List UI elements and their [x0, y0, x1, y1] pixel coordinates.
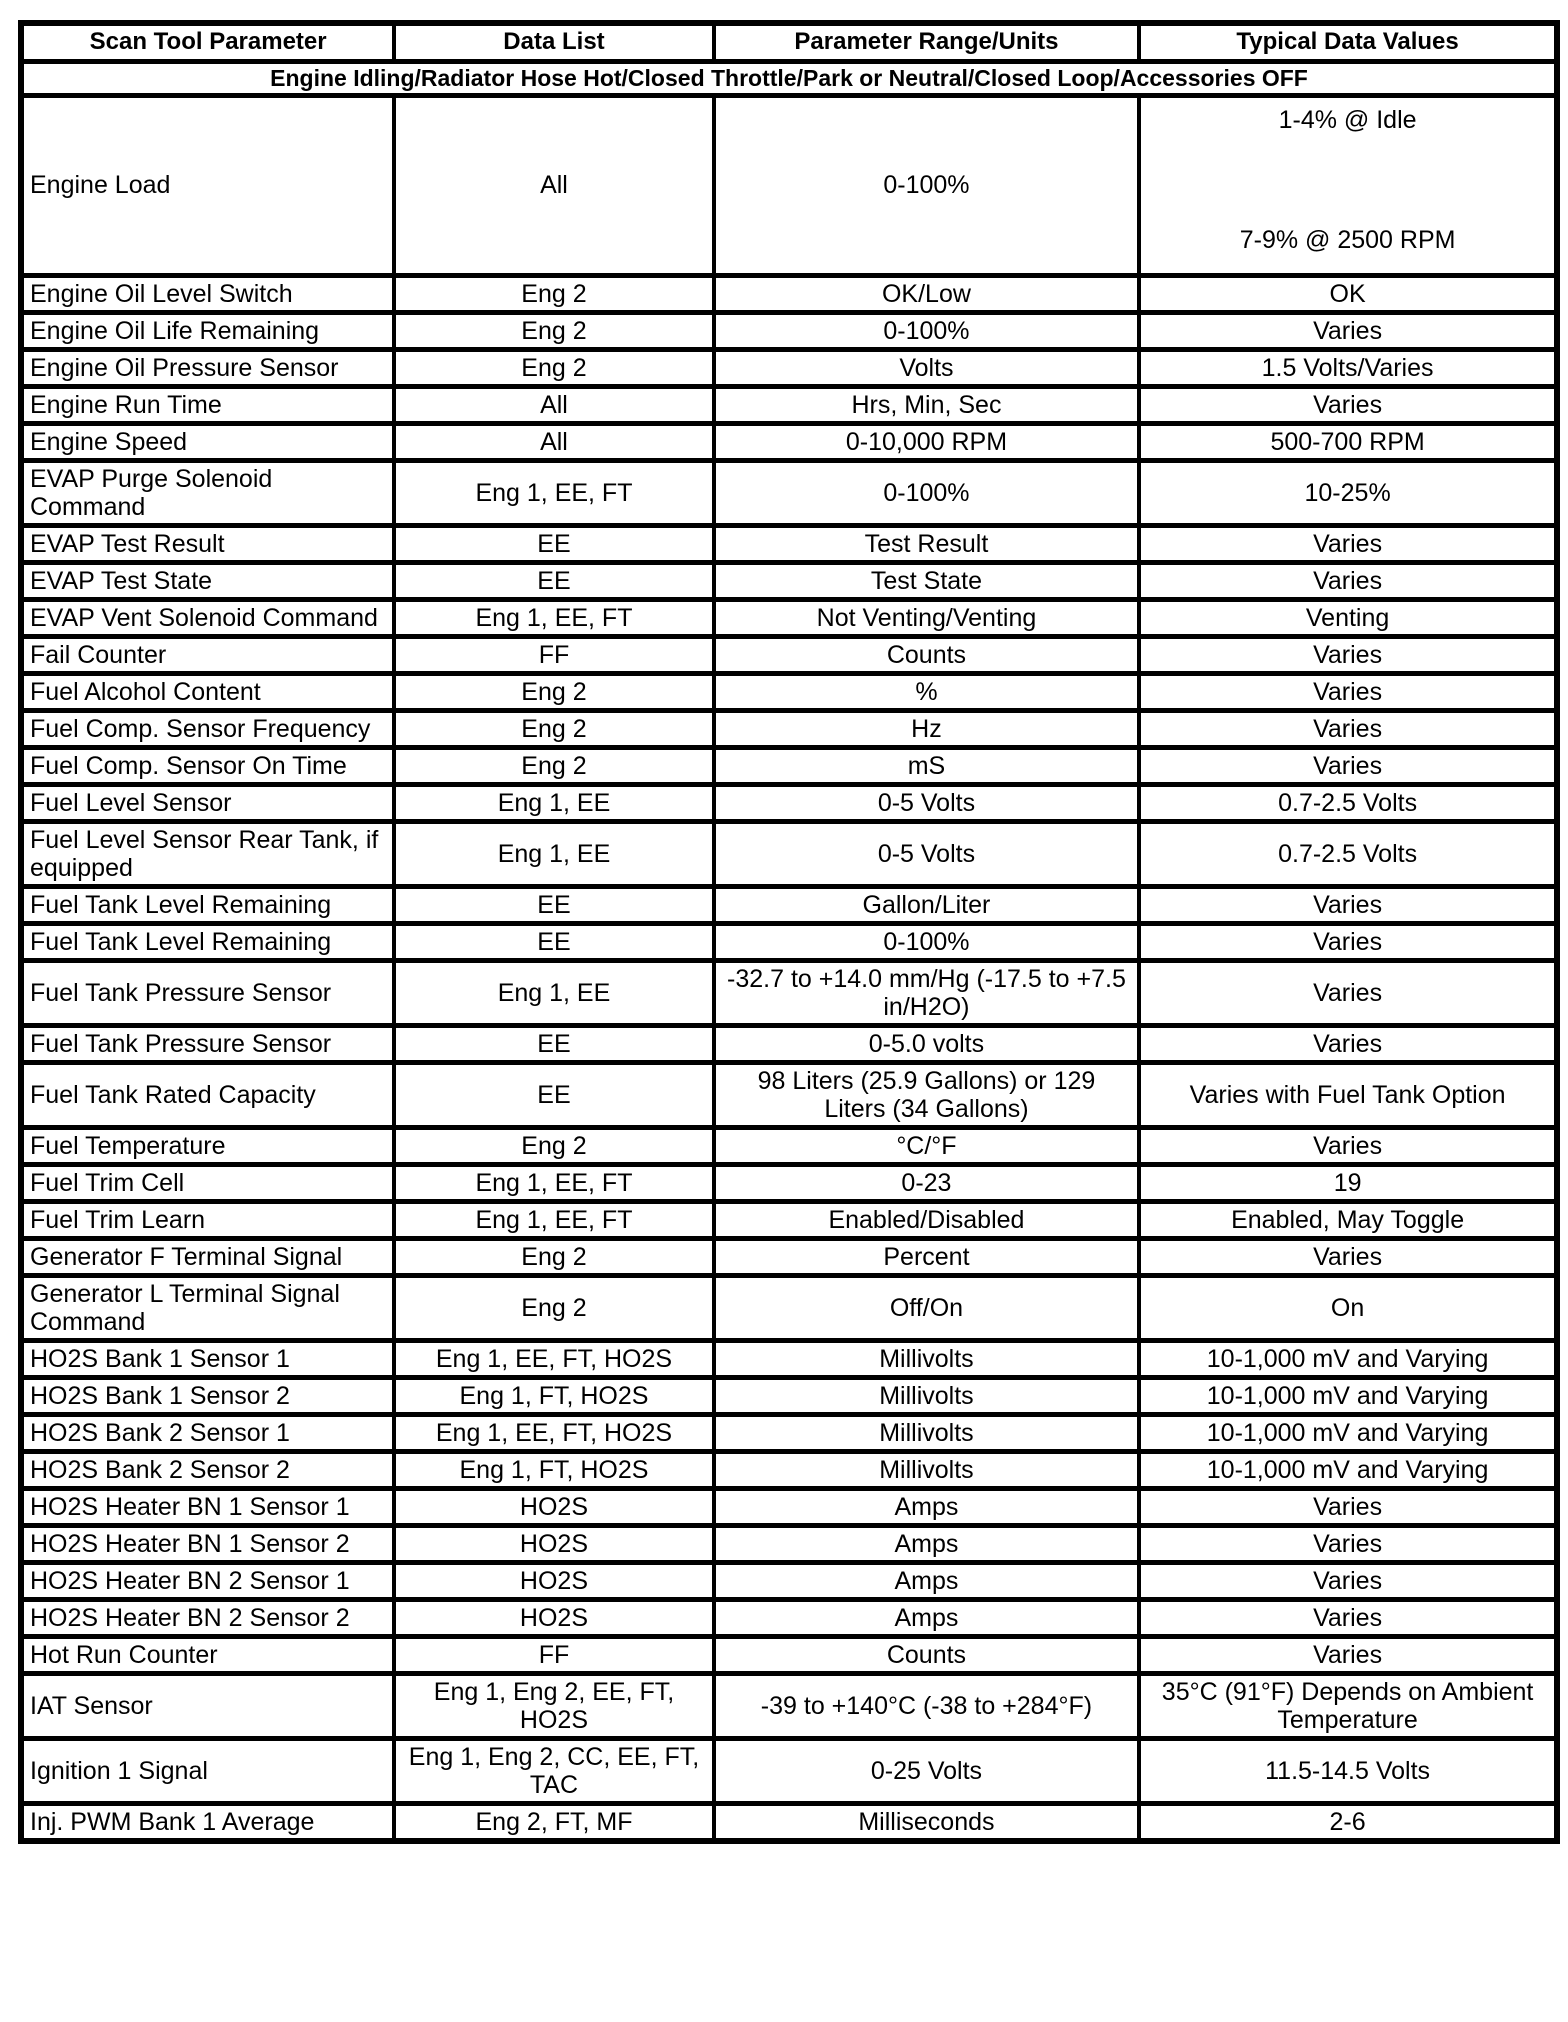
cell-typical: 10-1,000 mV and Varying — [1139, 1414, 1557, 1451]
cell-range: 0-5.0 volts — [714, 1025, 1139, 1062]
cell-data-list: Eng 1, EE, FT — [394, 1201, 713, 1238]
cell-data-list: Eng 2 — [394, 275, 713, 312]
cell-parameter: Fuel Temperature — [21, 1127, 394, 1164]
cell-parameter: Fuel Trim Cell — [21, 1164, 394, 1201]
table-row — [21, 1599, 1557, 1636]
cell-data-list: EE — [394, 923, 713, 960]
cell-data-list: EE — [394, 886, 713, 923]
cell-data-list: HO2S — [394, 1525, 713, 1562]
cell-range: 0-23 — [714, 1164, 1139, 1201]
cell-parameter: Fuel Trim Learn — [21, 1201, 394, 1238]
cell-data-list: EE — [394, 1062, 713, 1127]
cell-typical: 10-25% — [1139, 460, 1557, 525]
cell-range: -32.7 to +14.0 mm/Hg (-17.5 to +7.5 in/H2O) — [714, 960, 1139, 1025]
cell-typical: 19 — [1139, 1164, 1557, 1201]
cell-parameter: HO2S Bank 2 Sensor 2 — [21, 1451, 394, 1488]
cell-range: 0-100% — [714, 923, 1139, 960]
cell-typical: Varies — [1139, 923, 1557, 960]
table-row — [21, 1238, 1557, 1275]
cell-data-list: Eng 1, EE, FT — [394, 460, 713, 525]
cell-typical: Varies — [1139, 1488, 1557, 1525]
table-row — [21, 923, 1557, 960]
cell-typical: 2-6 — [1139, 1803, 1557, 1841]
cell-data-list: Eng 1, FT, HO2S — [394, 1377, 713, 1414]
cell-data-list: FF — [394, 1636, 713, 1673]
cell-data-list: EE — [394, 562, 713, 599]
table-row — [21, 95, 1557, 275]
cell-data-list: Eng 2 — [394, 1127, 713, 1164]
cell-parameter: HO2S Bank 1 Sensor 1 — [21, 1340, 394, 1377]
cell-range: Milliseconds — [714, 1803, 1139, 1841]
cell-parameter: HO2S Heater BN 2 Sensor 1 — [21, 1562, 394, 1599]
cell-data-list: All — [394, 386, 713, 423]
cell-typical: 35°C (91°F) Depends on Ambient Temperature — [1139, 1673, 1557, 1738]
cell-range: Counts — [714, 636, 1139, 673]
cell-parameter: Hot Run Counter — [21, 1636, 394, 1673]
cell-data-list: HO2S — [394, 1599, 713, 1636]
table-row — [21, 1377, 1557, 1414]
cell-range: 0-5 Volts — [714, 784, 1139, 821]
table-row — [21, 386, 1557, 423]
cell-typical: Varies — [1139, 1599, 1557, 1636]
cell-typical: Varies — [1139, 1525, 1557, 1562]
table-row — [21, 1738, 1557, 1803]
cell-typical: Varies — [1139, 636, 1557, 673]
table-row — [21, 710, 1557, 747]
table-row — [21, 349, 1557, 386]
cell-typical: 10-1,000 mV and Varying — [1139, 1377, 1557, 1414]
table-row — [21, 1062, 1557, 1127]
table-row — [21, 1164, 1557, 1201]
table-row — [21, 599, 1557, 636]
cell-parameter: Engine Oil Pressure Sensor — [21, 349, 394, 386]
cell-typical: Varies — [1139, 960, 1557, 1025]
cell-range: Test Result — [714, 525, 1139, 562]
cell-range: 0-100% — [714, 95, 1139, 275]
cell-range: Not Venting/Venting — [714, 599, 1139, 636]
cell-parameter: Generator F Terminal Signal — [21, 1238, 394, 1275]
cell-parameter: HO2S Bank 1 Sensor 2 — [21, 1377, 394, 1414]
cell-parameter: Engine Speed — [21, 423, 394, 460]
cell-typical: 0.7-2.5 Volts — [1139, 821, 1557, 886]
cell-parameter: Engine Oil Level Switch — [21, 275, 394, 312]
cell-data-list: Eng 2 — [394, 710, 713, 747]
cell-data-list: EE — [394, 525, 713, 562]
cell-range: Amps — [714, 1525, 1139, 1562]
cell-typical: Varies — [1139, 747, 1557, 784]
cell-data-list: All — [394, 423, 713, 460]
cell-typical: Venting — [1139, 599, 1557, 636]
cell-data-list: Eng 2 — [394, 1275, 713, 1340]
table-row — [21, 1025, 1557, 1062]
table-row — [21, 1414, 1557, 1451]
cell-range: 0-100% — [714, 460, 1139, 525]
cell-range: Off/On — [714, 1275, 1139, 1340]
cell-parameter: Fuel Level Sensor — [21, 784, 394, 821]
condition-banner: Engine Idling/Radiator Hose Hot/Closed Throttle/Park or Neutral/Closed Loop/Accessories OFF — [21, 61, 1557, 95]
cell-typical: Varies — [1139, 1562, 1557, 1599]
cell-range: Amps — [714, 1562, 1139, 1599]
table-row — [21, 1488, 1557, 1525]
cell-parameter: IAT Sensor — [21, 1673, 394, 1738]
cell-typical: 0.7-2.5 Volts — [1139, 784, 1557, 821]
cell-range: 0-100% — [714, 312, 1139, 349]
cell-data-list: Eng 2, FT, MF — [394, 1803, 713, 1841]
cell-range: 0-10,000 RPM — [714, 423, 1139, 460]
cell-typical: Varies — [1139, 1238, 1557, 1275]
cell-data-list: FF — [394, 636, 713, 673]
table-row — [21, 960, 1557, 1025]
table-row — [21, 562, 1557, 599]
col-header-parameter-range-units: Parameter Range/Units — [714, 23, 1139, 61]
table-row — [21, 673, 1557, 710]
typical-value-split — [1149, 98, 1546, 268]
typical-value-line: 7-9% @ 2500 RPM — [1239, 225, 1456, 254]
cell-range: Volts — [714, 349, 1139, 386]
cell-range: Millivolts — [714, 1377, 1139, 1414]
cell-data-list: Eng 2 — [394, 1238, 713, 1275]
cell-parameter: Fuel Alcohol Content — [21, 673, 394, 710]
table-row — [21, 275, 1557, 312]
cell-typical: 11.5-14.5 Volts — [1139, 1738, 1557, 1803]
cell-parameter: Ignition 1 Signal — [21, 1738, 394, 1803]
cell-typical: OK — [1139, 275, 1557, 312]
cell-parameter: Fuel Tank Level Remaining — [21, 923, 394, 960]
cell-parameter: Inj. PWM Bank 1 Average — [21, 1803, 394, 1841]
cell-data-list: Eng 2 — [394, 349, 713, 386]
condition-banner-row — [21, 61, 1557, 95]
table-body — [21, 95, 1557, 1841]
cell-data-list: Eng 2 — [394, 747, 713, 784]
table-row — [21, 460, 1557, 525]
cell-range: Counts — [714, 1636, 1139, 1673]
cell-range: % — [714, 673, 1139, 710]
table-row — [21, 525, 1557, 562]
cell-range: °C/°F — [714, 1127, 1139, 1164]
cell-typical: Varies — [1139, 886, 1557, 923]
table-row — [21, 1451, 1557, 1488]
cell-data-list: Eng 1, EE — [394, 784, 713, 821]
cell-parameter: Fail Counter — [21, 636, 394, 673]
cell-typical: Varies — [1139, 562, 1557, 599]
table-row — [21, 1673, 1557, 1738]
cell-range: Amps — [714, 1599, 1139, 1636]
cell-data-list: Eng 1, EE, FT — [394, 599, 713, 636]
cell-data-list: Eng 2 — [394, 312, 713, 349]
cell-parameter: HO2S Heater BN 2 Sensor 2 — [21, 1599, 394, 1636]
cell-range: Millivolts — [714, 1451, 1139, 1488]
cell-typical: Varies — [1139, 525, 1557, 562]
cell-range: 0-5 Volts — [714, 821, 1139, 886]
cell-data-list: Eng 1, FT, HO2S — [394, 1451, 713, 1488]
cell-parameter: EVAP Purge Solenoid Command — [21, 460, 394, 525]
cell-range: Millivolts — [714, 1340, 1139, 1377]
cell-typical: Varies — [1139, 1636, 1557, 1673]
cell-data-list: HO2S — [394, 1488, 713, 1525]
cell-data-list: Eng 1, EE, FT, HO2S — [394, 1340, 713, 1377]
table-row — [21, 1127, 1557, 1164]
cell-range: 0-25 Volts — [714, 1738, 1139, 1803]
cell-range: mS — [714, 747, 1139, 784]
cell-data-list: Eng 1, EE — [394, 960, 713, 1025]
table-row — [21, 1525, 1557, 1562]
table-row — [21, 1275, 1557, 1340]
cell-parameter: EVAP Test Result — [21, 525, 394, 562]
table-row — [21, 886, 1557, 923]
table-header-row — [21, 23, 1557, 61]
cell-data-list: EE — [394, 1025, 713, 1062]
cell-data-list: Eng 1, EE — [394, 821, 713, 886]
table-row — [21, 636, 1557, 673]
cell-range: Amps — [714, 1488, 1139, 1525]
cell-data-list: Eng 1, EE, FT — [394, 1164, 713, 1201]
cell-range: Test State — [714, 562, 1139, 599]
cell-typical: 1.5 Volts/Varies — [1139, 349, 1557, 386]
cell-typical: 10-1,000 mV and Varying — [1139, 1340, 1557, 1377]
cell-range: Gallon/Liter — [714, 886, 1139, 923]
col-header-scan-tool-parameter: Scan Tool Parameter — [21, 23, 394, 61]
cell-data-list: Eng 1, Eng 2, CC, EE, FT, TAC — [394, 1738, 713, 1803]
cell-parameter: HO2S Heater BN 1 Sensor 2 — [21, 1525, 394, 1562]
cell-range: OK/Low — [714, 275, 1139, 312]
cell-parameter: EVAP Test State — [21, 562, 394, 599]
cell-parameter: Fuel Tank Pressure Sensor — [21, 960, 394, 1025]
col-header-typical-data-values: Typical Data Values — [1139, 23, 1557, 61]
table-row — [21, 1562, 1557, 1599]
cell-data-list: HO2S — [394, 1562, 713, 1599]
cell-range: Hz — [714, 710, 1139, 747]
scan-tool-parameter-table — [18, 20, 1560, 1844]
cell-parameter: Fuel Tank Level Remaining — [21, 886, 394, 923]
cell-parameter: Fuel Level Sensor Rear Tank, if equipped — [21, 821, 394, 886]
cell-parameter: Fuel Tank Pressure Sensor — [21, 1025, 394, 1062]
cell-typical: Varies — [1139, 1127, 1557, 1164]
table-row — [21, 312, 1557, 349]
cell-parameter: Engine Run Time — [21, 386, 394, 423]
cell-typical: Varies with Fuel Tank Option — [1139, 1062, 1557, 1127]
cell-typical: 10-1,000 mV and Varying — [1139, 1451, 1557, 1488]
cell-parameter: Engine Oil Life Remaining — [21, 312, 394, 349]
typical-value-line: 1-4% @ Idle — [1278, 105, 1417, 134]
cell-typical — [1139, 95, 1557, 275]
cell-typical: On — [1139, 1275, 1557, 1340]
table-row — [21, 1201, 1557, 1238]
cell-parameter: Engine Load — [21, 95, 394, 275]
cell-parameter: HO2S Bank 2 Sensor 1 — [21, 1414, 394, 1451]
cell-range: Percent — [714, 1238, 1139, 1275]
cell-data-list: Eng 2 — [394, 673, 713, 710]
cell-range: Enabled/Disabled — [714, 1201, 1139, 1238]
table-row — [21, 1636, 1557, 1673]
cell-typical: Varies — [1139, 312, 1557, 349]
cell-parameter: HO2S Heater BN 1 Sensor 1 — [21, 1488, 394, 1525]
table-row — [21, 1340, 1557, 1377]
table-row — [21, 423, 1557, 460]
cell-typical: Varies — [1139, 673, 1557, 710]
cell-range: Hrs, Min, Sec — [714, 386, 1139, 423]
cell-parameter: EVAP Vent Solenoid Command — [21, 599, 394, 636]
cell-typical: Varies — [1139, 710, 1557, 747]
cell-data-list: Eng 1, Eng 2, EE, FT, HO2S — [394, 1673, 713, 1738]
col-header-data-list: Data List — [394, 23, 713, 61]
cell-parameter: Fuel Comp. Sensor On Time — [21, 747, 394, 784]
cell-typical: 500-700 RPM — [1139, 423, 1557, 460]
cell-range: -39 to +140°C (-38 to +284°F) — [714, 1673, 1139, 1738]
cell-range: Millivolts — [714, 1414, 1139, 1451]
table-row — [21, 747, 1557, 784]
cell-parameter: Generator L Terminal Signal Command — [21, 1275, 394, 1340]
table-row — [21, 1803, 1557, 1841]
cell-range: 98 Liters (25.9 Gallons) or 129 Liters (34 Gallons) — [714, 1062, 1139, 1127]
cell-data-list: All — [394, 95, 713, 275]
table-row — [21, 821, 1557, 886]
cell-typical: Varies — [1139, 1025, 1557, 1062]
cell-parameter: Fuel Tank Rated Capacity — [21, 1062, 394, 1127]
cell-parameter: Fuel Comp. Sensor Frequency — [21, 710, 394, 747]
cell-data-list: Eng 1, EE, FT, HO2S — [394, 1414, 713, 1451]
table-row — [21, 784, 1557, 821]
cell-typical: Varies — [1139, 386, 1557, 423]
cell-typical: Enabled, May Toggle — [1139, 1201, 1557, 1238]
